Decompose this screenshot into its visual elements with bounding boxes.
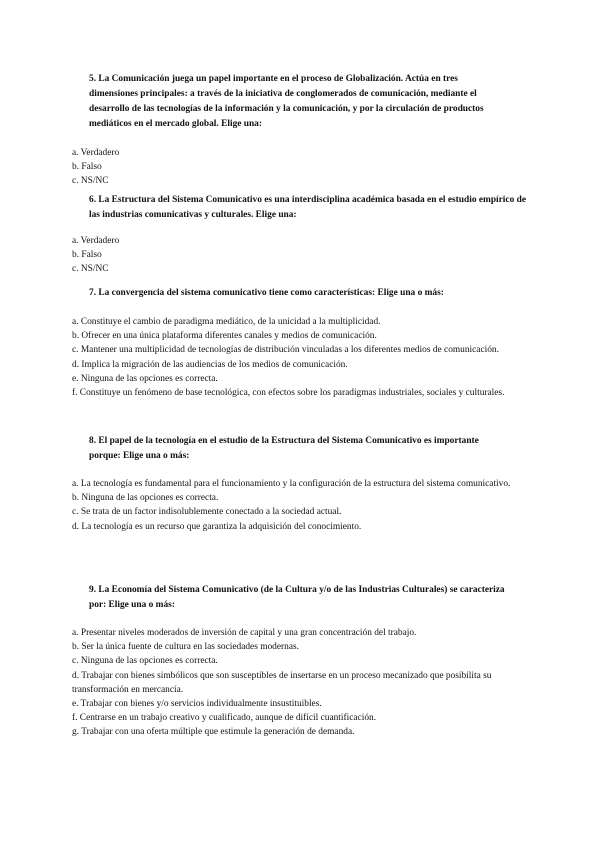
option-item: d. La tecnología es un recurso que garantiza la adquisición del conocimiento.: [72, 521, 362, 532]
option-item: d. Trabajar con bienes simbólicos que son susceptibles de insertarse en un proceso mecanizado que posibilita su transformación en mercancía.: [72, 670, 492, 695]
option-item: c. Ninguna de las opciones es correcta.: [72, 656, 218, 667]
question-text: 6. La Estructura del Sistema Comunicativo es una interdisciplina académica basada en el estudio empírico de las industrias comunicativas y culturales. Elige una:: [89, 195, 526, 220]
question-text: 5. La Comunicación juega un papel importante en el proceso de Globalización. Actúa en tres dimensiones principales: a través de la iniciativa de conglomerados de comunicación, mediante el desarrollo de las tecnologías de la información y la comunicación, y por la circulación de productos mediáticos en el mercado global. Elige una:: [89, 74, 484, 129]
option-item: b. Ofrecer en una única plataforma diferentes canales y medios de comunicación.: [72, 331, 377, 342]
question-8: [0, 434, 600, 534]
option-item: a. La tecnología es fundamental para el funcionamiento y la configuración de la estructura del sistema comunicativo.: [72, 479, 511, 489]
options-list: [0, 146, 600, 189]
option-item: b. Ninguna de las opciones es correcta.: [72, 493, 219, 504]
option-item: f. Centrarse en un trabajo creativo y cualificado, aunque de difícil cuantificación.: [72, 713, 377, 724]
option-item: b. Ser la única fuente de cultura en las sociedades modernas.: [72, 642, 299, 653]
option-item: f. Constituye un fenómeno de base tecnológica, con efectos sobre los paradigmas industriales, sociales y culturales.: [72, 388, 505, 399]
question-text: 8. El papel de la tecnología en el estudio de la Estructura del Sistema Comunicativo es importante porque: Elige una o más:: [89, 436, 479, 461]
question-text: 9. La Economía del Sistema Comunicativo (de la Cultura y/o de las Industrias Culturales) se caracteriza por: Elige una o más:: [89, 585, 505, 610]
options-list: [0, 315, 600, 400]
option-item: e. Ninguna de las opciones es correcta.: [72, 373, 218, 384]
options-list: [0, 234, 600, 277]
option-item: g. Trabajar con una oferta múltiple que estimule la generación de demanda.: [72, 727, 355, 738]
options-list: [0, 626, 600, 740]
option-item: c. NS/NC: [72, 176, 109, 187]
option-item: a. Presentar niveles moderados de inversión de capital y una gran concentración del trabajo.: [72, 628, 417, 638]
option-item: c. Mantener una multiplicidad de tecnologías de distribución vinculadas a los diferentes medios de comunicación.: [72, 345, 499, 356]
option-item: a. Verdadero: [72, 148, 120, 158]
question-6: [0, 193, 600, 277]
question-text: 7. La convergencia del sistema comunicativo tiene como características: Elige una o más:: [89, 288, 444, 298]
question-9: [0, 583, 600, 740]
option-item: a. Constituye el cambio de paradigma mediático, de la unicidad a la multiplicidad.: [72, 317, 381, 327]
option-item: b. Falso: [72, 250, 102, 261]
options-list: [0, 477, 600, 534]
question-5: [0, 72, 600, 189]
option-item: b. Falso: [72, 162, 102, 173]
question-7: [0, 286, 600, 400]
option-item: e. Trabajar con bienes y/o servicios individualmente insustituibles.: [72, 699, 322, 710]
option-item: c. NS/NC: [72, 264, 109, 275]
option-item: d. Implica la migración de las audiencias de los medios de comunicación.: [72, 359, 348, 370]
option-item: c. Se trata de un factor indisolublemente conectado a la sociedad actual.: [72, 507, 342, 518]
option-item: a. Verdadero: [72, 236, 120, 246]
